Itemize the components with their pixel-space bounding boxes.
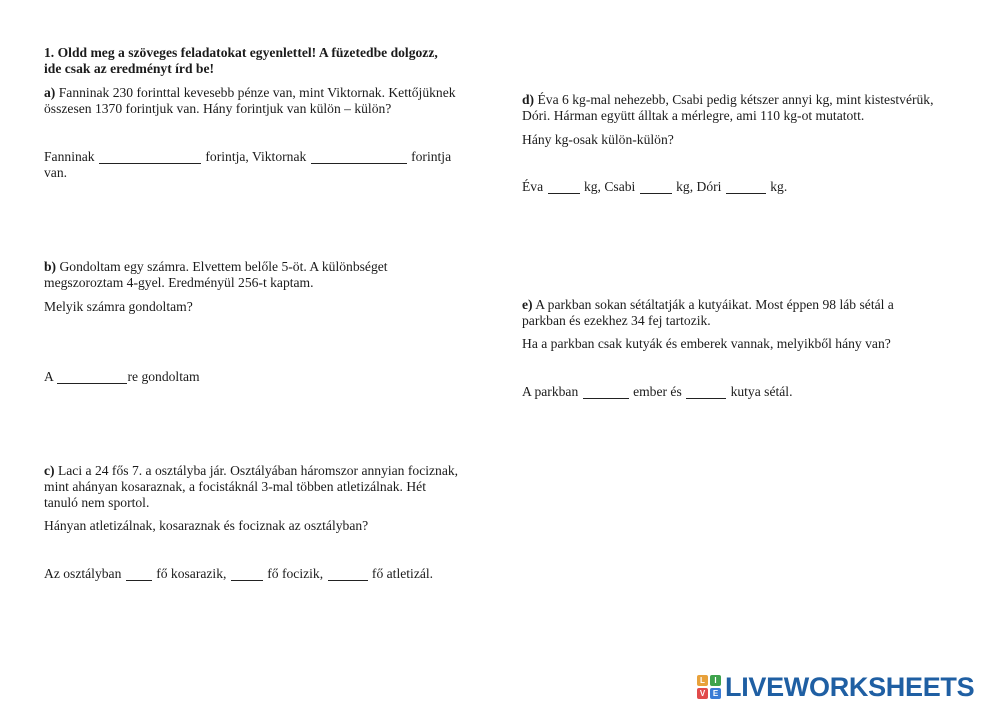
task-e-question: Ha a parkban csak kutyák és emberek vannak, melyikből hány van? bbox=[522, 336, 891, 351]
task-b-label: b) bbox=[44, 259, 57, 274]
task-c-text-line-2: mint ahányan kosaraznak, a focistáknál 3-mal többen atletizálnak. Hét bbox=[44, 479, 426, 494]
dori-kg-input[interactable] bbox=[726, 181, 766, 194]
task-b-text-line-2: megszoroztam 4-gyel. Eredményül 256-t kaptam. bbox=[44, 275, 314, 290]
task-c-label: c) bbox=[44, 463, 55, 478]
task-d-answer: Éva kg, Csabi kg, Dóri kg. bbox=[522, 179, 788, 194]
fanni-forint-input[interactable] bbox=[99, 151, 201, 164]
task-d-label: d) bbox=[522, 92, 535, 107]
task-e-answer: A parkban ember és kutya sétál. bbox=[522, 384, 793, 399]
viktor-forint-input[interactable] bbox=[311, 151, 407, 164]
task-a-text-line-1: a) Fanninak 230 forinttal kevesebb pénze van, mint Viktornak. Kettőjüknek bbox=[44, 85, 456, 100]
logo-letter-v: V bbox=[697, 688, 708, 699]
task-a-text-line-2: összesen 1370 forintjuk van. Hány forintjuk van külön – külön? bbox=[44, 101, 392, 116]
task-e-text-line-1: e) A parkban sokan sétáltatják a kutyáikat. Most éppen 98 láb sétál a bbox=[522, 297, 894, 312]
task-c-text-line-1: c) Laci a 24 fős 7. a osztályba jár. Osztályában háromszor annyian fociznak, bbox=[44, 463, 459, 478]
task-e-label: e) bbox=[522, 297, 533, 312]
task-d-question: Hány kg-osak külön-külön? bbox=[522, 132, 674, 147]
task-c-question: Hányan atletizálnak, kosaraznak és fociznak az osztályban? bbox=[44, 518, 369, 533]
logo-text: LIVEWORKSHEETS bbox=[725, 671, 975, 702]
thought-number-input[interactable] bbox=[57, 371, 127, 384]
football-count-input[interactable] bbox=[231, 568, 263, 581]
task-d-text-line-2: Dóri. Hárman együtt álltak a mérlegre, ami 110 kg-ot mutatott. bbox=[522, 108, 865, 123]
csabi-kg-input[interactable] bbox=[640, 181, 672, 194]
task-a-answer-line-2: van. bbox=[44, 165, 68, 180]
logo-letter-l: L bbox=[697, 675, 708, 686]
task-b-question: Melyik számra gondoltam? bbox=[44, 299, 193, 314]
worksheet-title-line-2: ide csak az eredményt írd be! bbox=[44, 61, 215, 76]
task-a-answer: Fanninak forintja, Viktornak forintja bbox=[44, 149, 452, 164]
logo-letter-e: E bbox=[710, 688, 721, 699]
eva-kg-input[interactable] bbox=[548, 181, 580, 194]
people-count-input[interactable] bbox=[583, 386, 629, 399]
worksheet-title-line-1: 1. Oldd meg a szöveges feladatokat egyenlettel! A füzetedbe dolgozz, bbox=[44, 45, 438, 60]
logo-mark-icon bbox=[697, 675, 721, 699]
logo-letter-i: I bbox=[710, 675, 721, 686]
task-e-text-line-2: parkban és ezekhez 34 fej tartozik. bbox=[522, 313, 711, 328]
task-b-answer: A re gondoltam bbox=[44, 369, 200, 384]
liveworksheets-logo bbox=[697, 672, 974, 702]
task-a-label: a) bbox=[44, 85, 56, 100]
dog-count-input[interactable] bbox=[686, 386, 726, 399]
task-b-text-line-1: b) Gondoltam egy számra. Elvettem belőle 5-öt. A különbséget bbox=[44, 259, 388, 274]
athletics-count-input[interactable] bbox=[328, 568, 368, 581]
basketball-count-input[interactable] bbox=[126, 568, 152, 581]
task-c-answer: Az osztályban fő kosarazik, fő focizik, fő atletizál. bbox=[44, 566, 434, 581]
task-c-text-line-3: tanuló nem sportol. bbox=[44, 495, 150, 510]
task-d-text-line-1: d) Éva 6 kg-mal nehezebb, Csabi pedig kétszer annyi kg, mint kistestvérük, bbox=[522, 92, 934, 107]
